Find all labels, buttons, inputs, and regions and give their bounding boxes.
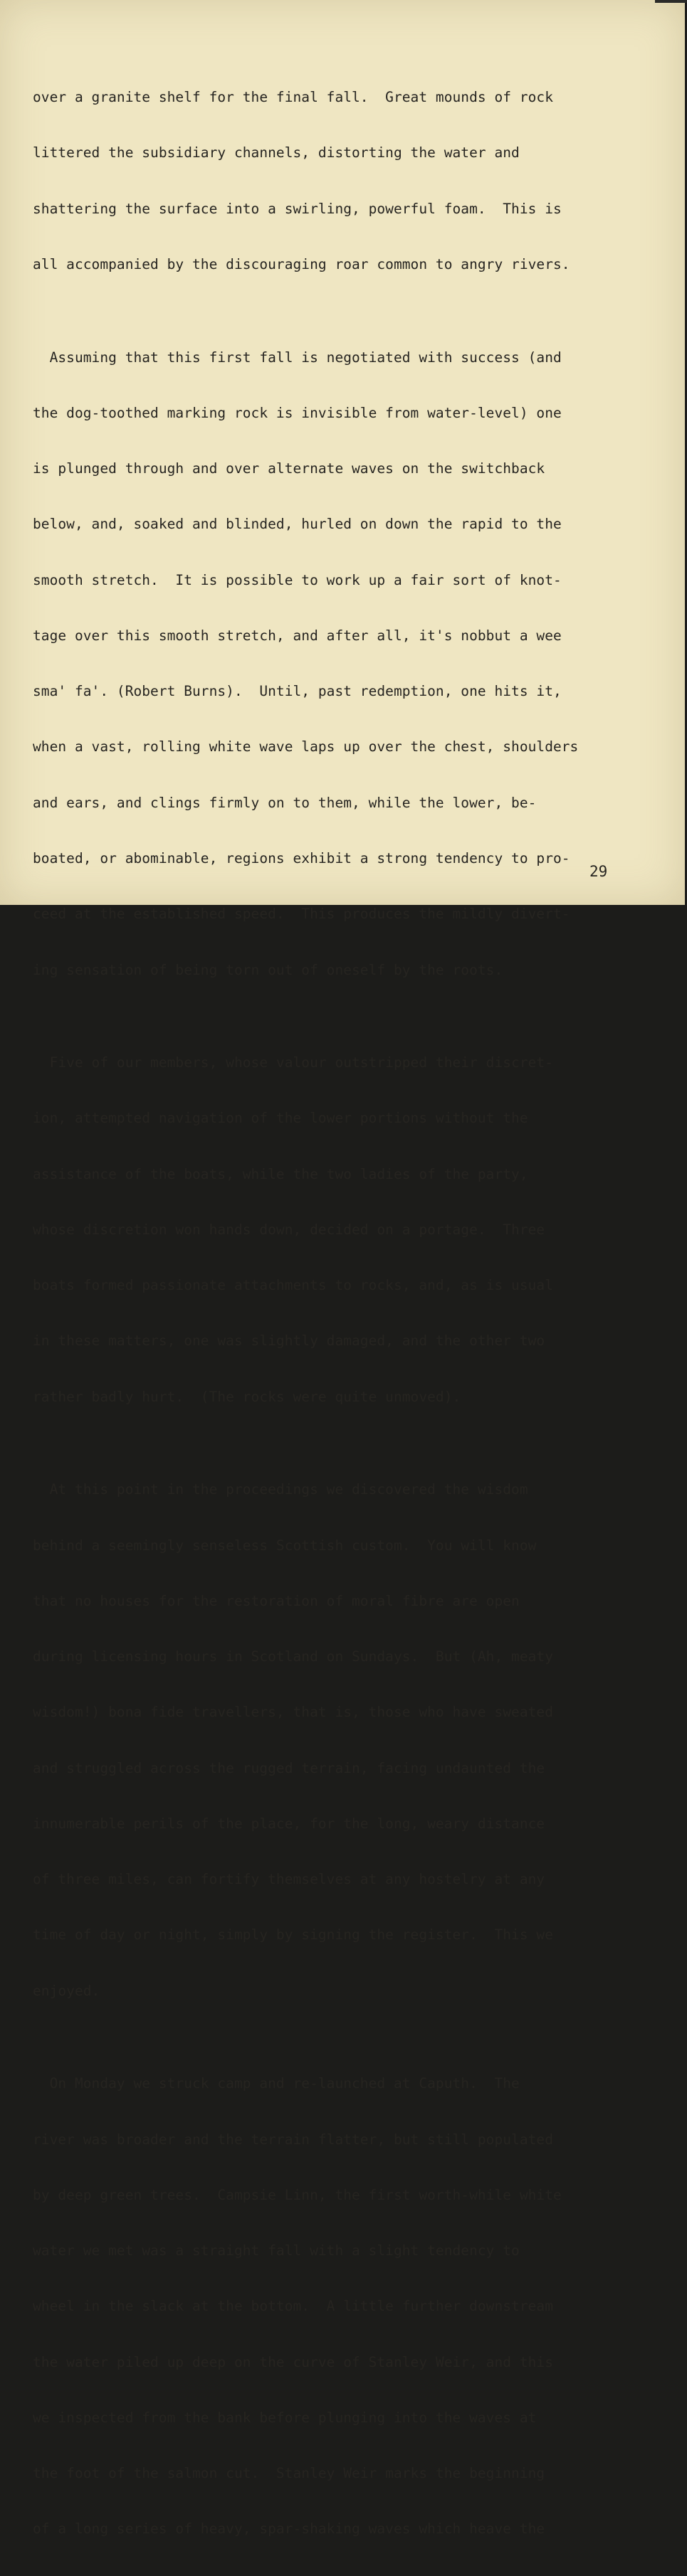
text-line: enjoyed. (33, 1982, 100, 1999)
paragraph-1 (33, 51, 652, 311)
text-line: all accompanied by the discouraging roar common to angry rivers. (33, 256, 570, 273)
paragraph-3 (33, 1017, 652, 1443)
text-line: assistance of the boats, while the two ladies of the party, (33, 1165, 528, 1182)
text-line: boated, or abominable, regions exhibit a strong tendency to pro- (33, 850, 570, 867)
text-line: ion, attempted navigation of the lower portions without the (33, 1110, 528, 1127)
text-line: when a vast, rolling white wave laps up over the chest, shoulders (33, 738, 579, 756)
page-number: 29 (589, 863, 608, 880)
text-line: of three miles, can fortify themselves at any hostelry at any (33, 1871, 545, 1888)
text-line: the foot of the salmon cut. Stanley Weir marks the beginning (33, 2465, 545, 2482)
text-line: that no houses for the restoration of moral fibre are open (33, 1592, 520, 1609)
text-line: rather badly hurt. (The rocks were quite unmoved). (33, 1388, 461, 1405)
text-line: river was broader and the terrain flatter, but still populated (33, 2131, 553, 2148)
text-line: wheel in the slack at the bottom. A little further downstream (33, 2298, 553, 2315)
text-line: tage over this smooth stretch, and after all, it's nobbut a wee (33, 627, 562, 644)
text-line: we inspected from the bank before plunging into the waves at (33, 2409, 537, 2426)
page-edge-shadow (655, 0, 687, 3)
text-line: and struggled across the rugged terrain, facing undaunted the (33, 1759, 545, 1776)
text-line: water we met was a straight fall with a slight tendency to (33, 2242, 520, 2259)
text-line: in these matters, one was slightly damaged, and the other two (33, 1332, 545, 1350)
text-line: over a granite shelf for the final fall. Great mounds of rock (33, 89, 553, 106)
text-line: time of day or night, simply by signing the register. This we (33, 1926, 553, 1944)
text-line: the water piled up deep on the curve of Stanley Weir, and this (33, 2353, 553, 2370)
text-line: littered the subsidiary channels, distorting the water and (33, 144, 520, 161)
text-line: Five of our members, whose valour outstripped their discret- (33, 1054, 553, 1071)
text-line: and ears, and clings firmly on to them, while the lower, be- (33, 794, 537, 811)
text-line: innumerable perils of the place, for the long, weary distance (33, 1815, 545, 1832)
text-line: On Monday we struck camp and re-launched at Caputh. The (33, 2075, 520, 2092)
text-line: whose discretion won hands down, decided on a portage. Three (33, 1221, 545, 1238)
paragraph-5 (33, 2037, 652, 2576)
text-line: smooth stretch. It is possible to work up a fair sort of knot- (33, 571, 562, 588)
text-line: sma' fa'. (Robert Burns). Until, past redemption, one hits it, (33, 683, 562, 700)
text-line: ceed at the established speed. This produces the mildly divert- (33, 906, 570, 923)
body-text (33, 51, 652, 2576)
text-line: by deep green trees. Campsie Linn, the first worth-while white (33, 2186, 562, 2203)
text-line: of a long series of heavy, spar-shaking waves which heave the (33, 2521, 545, 2538)
text-line: below, and, soaked and blinded, hurled on down the rapid to the (33, 516, 562, 533)
paragraph-2 (33, 311, 652, 1017)
text-line: ing sensation of being torn out of oneself by the roots. (33, 961, 503, 978)
text-line: behind a seemingly senseless Scottish custom. You will know (33, 1537, 537, 1554)
text-line: wisdom!) bona fide travellers, that is, those who have sweated (33, 1704, 553, 1721)
text-line: shattering the surface into a swirling, powerful foam. This is (33, 200, 562, 217)
text-line: during licensing hours in Scotland on Sundays. But (Ah, meaty (33, 1648, 553, 1665)
text-line: At this point in the proceedings we discovered the wisdom (33, 1481, 528, 1498)
text-line: Assuming that this first fall is negotiated with success (and (33, 349, 562, 366)
text-line: boats formed passionate attachments to rocks, and, as is usual (33, 1277, 553, 1294)
text-line: is plunged through and over alternate waves on the switchback (33, 460, 545, 477)
text-line: the dog-toothed marking rock is invisible from water-level) one (33, 404, 562, 421)
paragraph-4 (33, 1443, 652, 2037)
